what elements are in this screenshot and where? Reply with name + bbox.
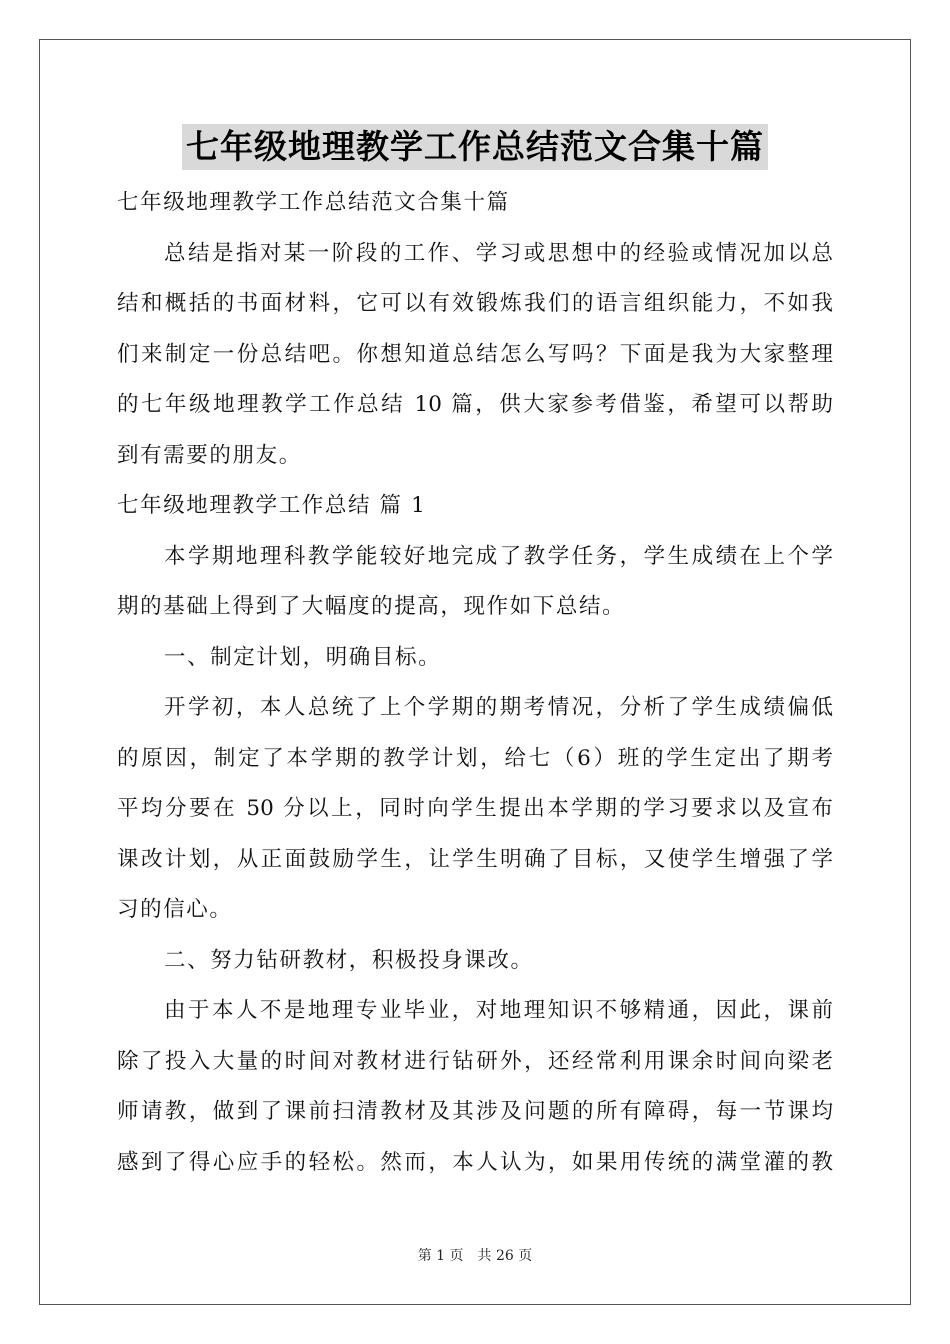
text-line: 一、制定计划，明确目标。 [164,644,442,670]
text-line: 平均分要在 50 分以上，同时向学生提出本学期的学习要求以及宣布 [117,796,833,821]
text-line: 的原因，制定了本学期的教学计划，给七（6）班的学生定出了期考 [117,745,833,771]
text-line: 习的信心。 [117,897,233,922]
text-line: 七年级地理教学工作总结 篇 1 [117,493,427,518]
page-footer [0,1245,950,1265]
text-line: 本学期地理科教学能较好地完成了教学任务，学生成绩在上个学 [164,543,833,569]
document-body [117,178,833,1188]
text-line: 师请教，做到了课前扫清教材及其涉及问题的所有障碍，每一节课均 [117,1099,833,1124]
page-total: 共 26 页 [477,1248,533,1264]
text-line: 课改计划，从正面鼓励学生，让学生明确了目标，又使学生增强了学 [117,846,833,872]
text-line: 七年级地理教学工作总结范文合集十篇 [117,190,510,215]
text-line: 的七年级地理教学工作总结 10 篇，供大家参考借鉴，希望可以帮助 [117,392,833,417]
text-line: 们来制定一份总结吧。你想知道总结怎么写吗？下面是我为大家整理 [117,341,833,367]
title-container [0,124,950,170]
text-line: 开学初，本人总统了上个学期的期考情况，分析了学生成绩偏低 [164,695,833,720]
text-line: 期的基础上得到了大幅度的提高，现作如下总结。 [117,594,626,619]
text-line: 总结是指对某一阶段的工作、学习或思想中的经验或情况加以总 [164,240,833,266]
document-title: 七年级地理教学工作总结范文合集十篇 [182,124,768,170]
text-line: 结和概括的书面材料，它可以有效锻炼我们的语言组织能力，不如我 [117,291,833,316]
page-number: 第 1 页 [417,1248,464,1264]
text-line: 由于本人不是地理专业毕业，对地理知识不够精通，因此，课前 [164,998,833,1023]
text-line: 到有需要的朋友。 [117,442,302,468]
text-line: 二、努力钻研教材，积极投身课改。 [164,947,534,973]
text-line: 感到了得心应手的轻松。然而，本人认为，如果用传统的满堂灌的教 [117,1149,833,1175]
text-line: 除了投入大量的时间对教材进行钻研外，还经常利用课余时间向梁老 [117,1048,833,1074]
